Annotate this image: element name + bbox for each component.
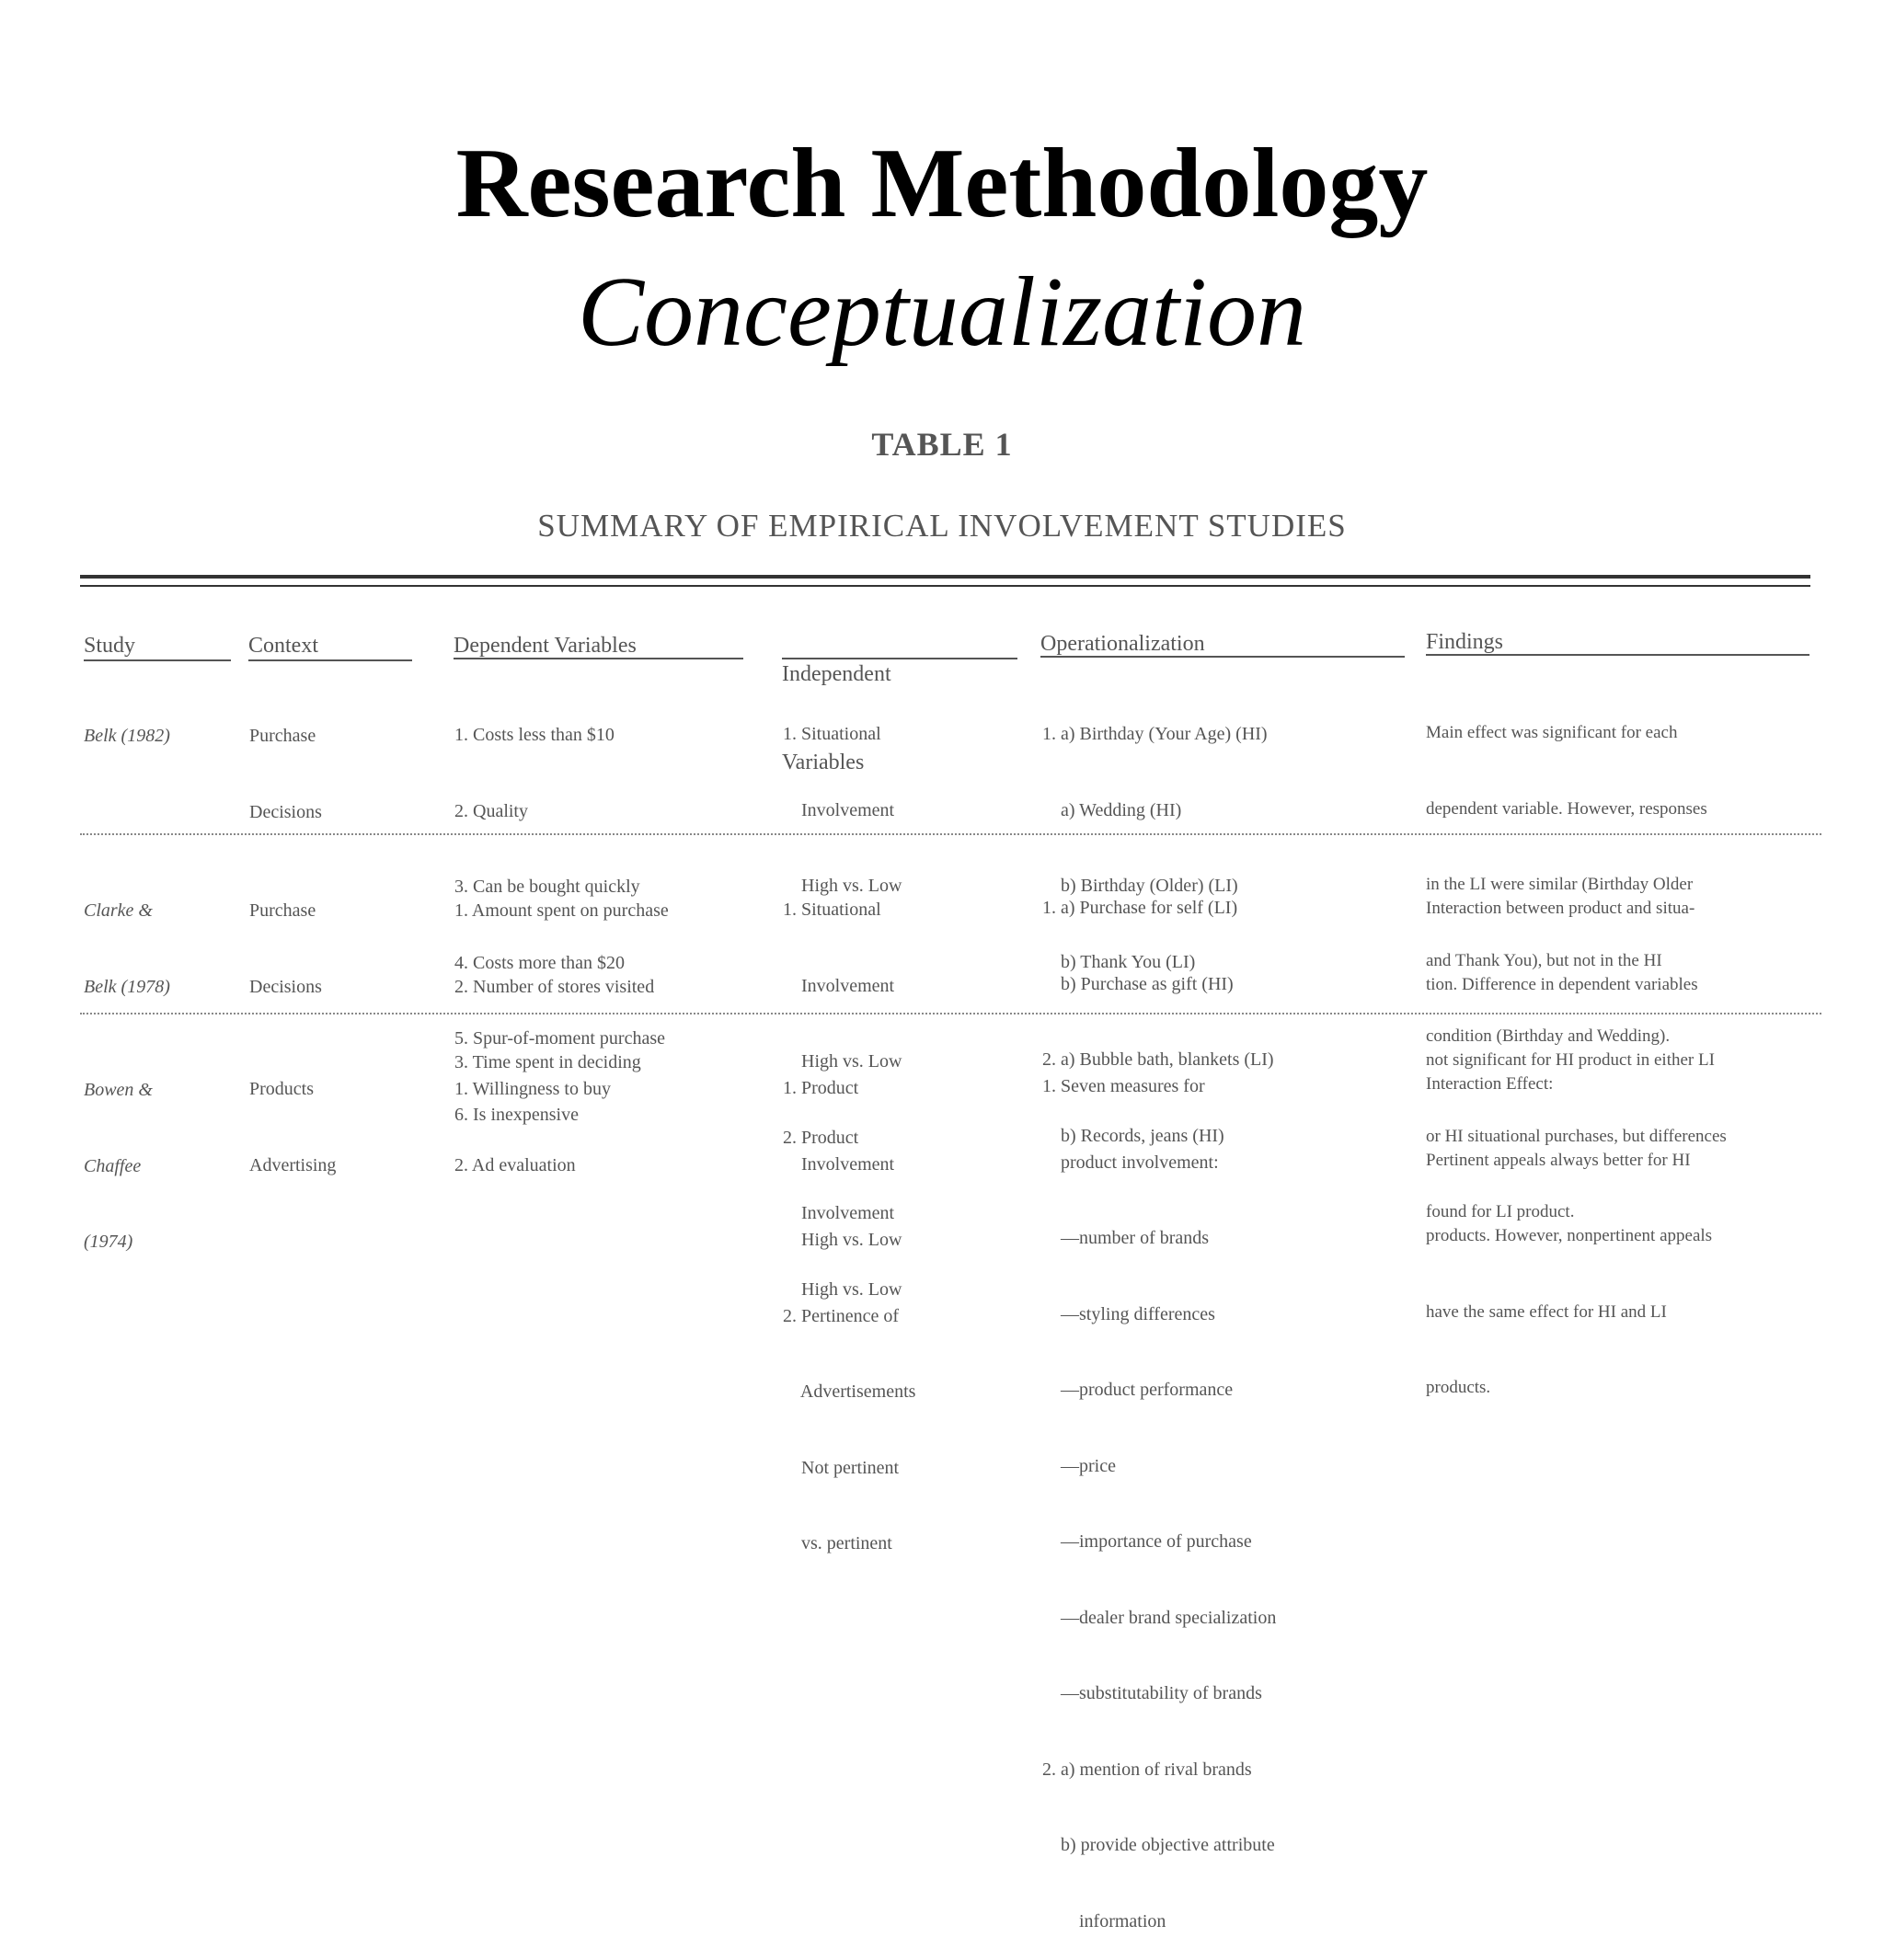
cell-line: not significant for HI product in either LI xyxy=(1426,1050,1715,1070)
cell-line: High vs. Low xyxy=(783,1278,902,1300)
cell-line: Pertinent appeals always better for HI xyxy=(1426,1150,1691,1170)
cell-line: condition (Birthday and Wedding). xyxy=(1426,1026,1671,1046)
cell-line: Interaction Effect: xyxy=(1426,1074,1554,1094)
row-divider xyxy=(80,833,1821,835)
row-1-study xyxy=(84,673,170,774)
row-3-independent-variables xyxy=(783,1026,915,1582)
cell-line: 2. Quality xyxy=(454,800,528,821)
cell-line: 1. Situational xyxy=(783,900,881,920)
cell-line: information xyxy=(1042,1910,1166,1931)
cell-line: Not pertinent xyxy=(783,1457,900,1478)
header-dependent-variables: Dependent Variables xyxy=(454,634,637,658)
cell-line: 2. Product xyxy=(783,1127,859,1148)
header-study: Study xyxy=(84,634,136,658)
cell-line: —importance of purchase xyxy=(1042,1531,1252,1552)
cell-line: 4. Costs more than $20 xyxy=(454,952,625,973)
cell-line: Purchase xyxy=(249,726,316,746)
table-top-rule-thin xyxy=(80,585,1810,587)
cell-line: Decisions xyxy=(249,976,322,997)
cell-line: 1. Situational xyxy=(783,724,881,744)
header-underline-findings xyxy=(1426,654,1809,656)
cell-line: Decisions xyxy=(249,801,322,822)
header-independent-line-2: Variables xyxy=(782,751,865,774)
cell-line: in the LI were similar (Birthday Older xyxy=(1426,875,1694,894)
cell-line: —styling differences xyxy=(1042,1303,1215,1324)
cell-line: —substitutability of brands xyxy=(1042,1683,1262,1703)
cell-line: Involvement xyxy=(783,799,895,820)
page-subtitle: Conceptualization xyxy=(578,258,1306,367)
table-caption: SUMMARY OF EMPIRICAL INVOLVEMENT STUDIES xyxy=(537,508,1347,544)
cell-line: a) Wedding (HI) xyxy=(1042,799,1182,820)
row-2-study xyxy=(84,848,170,1026)
cell-line: 1. Seven measures for xyxy=(1042,1076,1205,1096)
cell-line: and Thank You), but not in the HI xyxy=(1426,950,1662,970)
cell-line: Belk (1982) xyxy=(84,726,170,746)
cell-line: b) provide objective attribute xyxy=(1042,1835,1275,1855)
cell-line: have the same effect for HI and LI xyxy=(1426,1301,1667,1322)
row-3-context xyxy=(249,1026,336,1204)
cell-line: products. However, nonpertinent appeals xyxy=(1426,1226,1713,1245)
row-1-context xyxy=(249,673,322,851)
cell-line: Interaction between product and situa- xyxy=(1426,899,1695,918)
cell-line: b) Records, jeans (HI) xyxy=(1042,1125,1224,1146)
cell-line: 2. Pertinence of xyxy=(783,1305,900,1326)
cell-line: —number of brands xyxy=(1042,1228,1210,1248)
cell-line: —product performance xyxy=(1042,1380,1234,1400)
cell-line: Involvement xyxy=(783,1153,895,1175)
cell-line: 5. Spur-of-moment purchase xyxy=(454,1028,665,1049)
page-title: Research Methodology xyxy=(455,129,1429,238)
cell-line: 1. a) Purchase for self (LI) xyxy=(1042,898,1238,918)
cell-line: High vs. Low xyxy=(783,1051,902,1072)
header-underline-independent xyxy=(782,658,1017,659)
cell-line: 1. Product xyxy=(783,1078,859,1098)
header-context: Context xyxy=(248,634,318,658)
cell-line: Advertisements xyxy=(783,1381,916,1402)
row-3-dependent-variables xyxy=(454,1026,611,1204)
cell-line: products. xyxy=(1426,1378,1491,1397)
row-3-operationalization xyxy=(1042,1024,1276,1960)
cell-line: found for LI product. xyxy=(1426,1202,1575,1221)
cell-line: Products xyxy=(249,1079,314,1099)
header-independent-line-1: Independent xyxy=(782,662,891,686)
header-underline-operationalization xyxy=(1040,656,1405,658)
cell-line: 3. Can be bought quickly xyxy=(454,877,640,897)
cell-line: b) Thank You (LI) xyxy=(1042,951,1196,972)
cell-line: 1. Willingness to buy xyxy=(454,1079,611,1099)
cell-line: —dealer brand specialization xyxy=(1042,1607,1277,1628)
cell-line: b) Birthday (Older) (LI) xyxy=(1042,876,1238,896)
cell-line: Advertising xyxy=(249,1154,337,1175)
cell-line: 2. Number of stores visited xyxy=(454,976,655,997)
table-top-rule xyxy=(80,575,1810,579)
row-divider xyxy=(80,1013,1821,1014)
cell-line: Purchase xyxy=(249,900,316,921)
cell-line: 2. a) mention of rival brands xyxy=(1042,1759,1252,1780)
cell-line: Involvement xyxy=(783,975,895,996)
cell-line: or HI situational purchases, but differences xyxy=(1426,1126,1727,1146)
cell-line: Clarke & xyxy=(84,900,153,921)
table-label: TABLE 1 xyxy=(871,426,1013,463)
cell-line: product involvement: xyxy=(1042,1152,1219,1173)
row-2-context xyxy=(249,848,322,1026)
cell-line: —price xyxy=(1042,1455,1116,1476)
cell-line: High vs. Low xyxy=(783,876,902,896)
cell-line: Main effect was significant for each xyxy=(1426,723,1678,742)
cell-line: 6. Is inexpensive xyxy=(454,1104,579,1125)
cell-line: Chaffee xyxy=(84,1155,142,1176)
cell-line: dependent variable. However, responses xyxy=(1426,798,1707,819)
cell-line: 1. Amount spent on purchase xyxy=(454,900,669,921)
cell-line: High vs. Low xyxy=(783,1230,902,1250)
cell-line: Bowen & xyxy=(84,1080,153,1100)
cell-line: tion. Difference in dependent variables xyxy=(1426,974,1698,994)
cell-line: (1974) xyxy=(84,1232,133,1252)
cell-line: 1. a) Birthday (Your Age) (HI) xyxy=(1042,724,1268,744)
header-operationalization: Operationalization xyxy=(1040,632,1205,656)
cell-line: 2. Ad evaluation xyxy=(454,1154,576,1175)
header-findings: Findings xyxy=(1426,630,1504,654)
row-3-study xyxy=(84,1027,153,1280)
header-underline-context xyxy=(248,659,412,661)
header-underline-study xyxy=(84,659,231,661)
cell-line: Belk (1978) xyxy=(84,976,170,997)
cell-line: vs. pertinent xyxy=(783,1533,892,1553)
cell-line: 3. Time spent in deciding xyxy=(454,1052,641,1072)
cell-line: 2. a) Bubble bath, blankets (LI) xyxy=(1042,1049,1274,1070)
cell-line: 1. Costs less than $10 xyxy=(454,725,615,745)
row-3-findings xyxy=(1426,1021,1712,1426)
cell-line: b) Purchase as gift (HI) xyxy=(1042,973,1234,994)
cell-line: Involvement xyxy=(783,1203,895,1223)
header-underline-dependent xyxy=(454,658,743,659)
